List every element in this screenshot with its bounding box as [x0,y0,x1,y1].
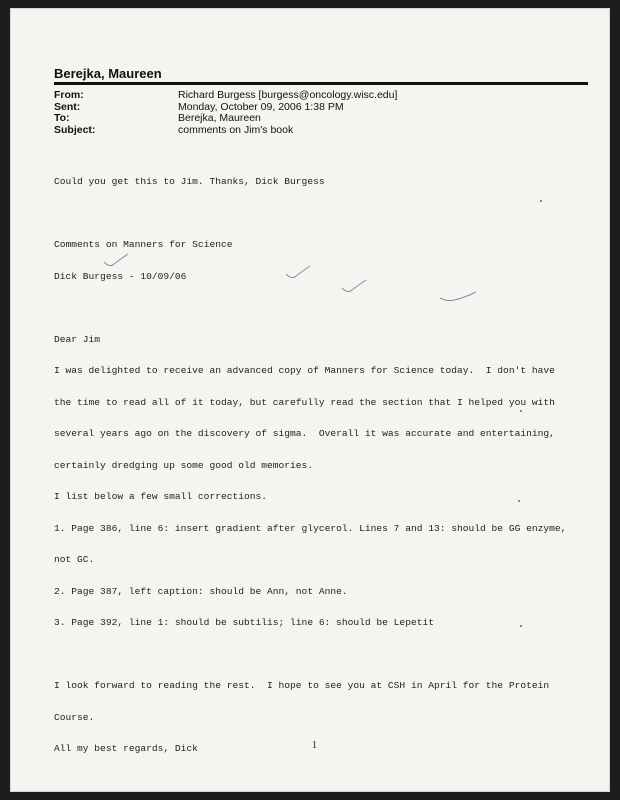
body-line: I list below a few small corrections. [54,491,268,502]
meta-value: Berejka, Maureen [178,112,261,124]
body-line: Course. [54,711,95,723]
speck [520,625,522,627]
body-line: the time to read all of it today, but carefully read the section that I helped you with [54,396,555,408]
meta-sent [54,102,574,114]
meta-subject [54,125,574,137]
speck [540,200,542,202]
document-page [10,8,610,792]
meta-to [54,113,574,125]
recipient-header: Berejka, Maureen [54,66,162,81]
signoff: All my best regards, Dick [54,743,198,754]
meta-from [54,90,574,102]
meta-value: Monday, October 09, 2006 1:38 PM [178,100,344,113]
meta-value: comments on Jim's book [178,123,294,136]
intro-line: Could you get this to Jim. Thanks, Dick Burgess [54,176,325,187]
meta-value: Richard Burgess [burgess@oncology.wisc.edu] [178,89,398,101]
byline: Dick Burgess - 10/09/06 [54,270,187,282]
page-number: 1 [312,740,317,751]
body-line: certainly dredging up some good old memories. [54,459,314,471]
correction-1: 1. Page 386, line 6: insert gradient after glycerol. Lines 7 and 13: should be GG enzyme, [54,522,567,534]
meta-label: To: [54,112,70,124]
meta-label: From: [54,89,84,101]
correction-2: 2. Page 387, left caption: should be Ann, not Anne. [54,585,348,597]
greeting: Dear Jim [54,333,101,345]
email-body [54,156,594,776]
body-line: I look forward to reading the rest. I hope to see you at CSH in April for the Protein [54,680,550,691]
email-metadata [54,90,574,136]
correction-3: 3. Page 392, line 1: should be subtilis; line 6: should be Lepetit [54,617,434,628]
correction-1-cont: not GC. [54,554,95,565]
meta-label: Subject: [54,123,96,136]
body-line: several years ago on the discovery of sigma. Overall it was accurate and entertaining, [54,428,555,439]
body-line: I was delighted to receive an advanced copy of Manners for Science today. I don't have [54,365,555,376]
comments-title: Comments on Manners for Science [54,239,233,250]
meta-label: Sent: [54,100,81,113]
speck [520,410,522,412]
speck [518,500,520,502]
header-divider [54,82,588,85]
